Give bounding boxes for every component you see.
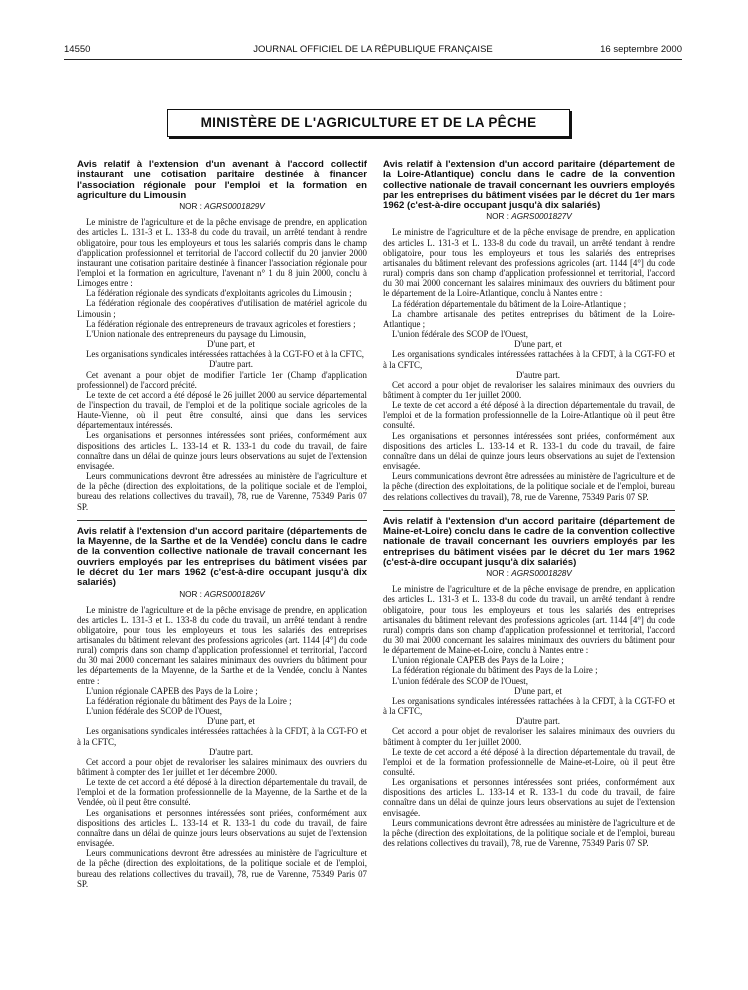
- paragraph: Les organisations et personnes intéressées sont priées, conformément aux dispositions des articles L. 133-14 et R. 133-1 du code du travail, de faire connaître dans un délai de quinze jours leurs observations au sujet de l'extension envisagée.: [77, 430, 367, 471]
- publication-date: 16 septembre 2000: [600, 44, 682, 55]
- paragraph: Les organisations syndicales intéressées rattachées à la CGT-FO et à la CFTC,: [86, 349, 365, 360]
- right-column: [383, 160, 675, 856]
- left-column: [77, 160, 367, 897]
- paragraph: Le texte de cet accord a été déposé à la direction départementale du travail, de l'emploi et de la formation professionnelle de la Mayenne, de la Sarthe et de la Vendée, où il peut être consulté.: [77, 777, 367, 808]
- header-rule: [64, 59, 682, 60]
- paragraph: La fédération régionale des entrepreneurs de travaux agricoles et forestiers ;: [86, 318, 356, 329]
- nor-reference: [383, 569, 675, 579]
- nor-code: AGRS0001827V: [511, 212, 572, 222]
- paragraph: Cet accord a pour objet de revaloriser les salaires minimaux des ouvriers du bâtiment à compter du 1er juillet 2000.: [383, 379, 675, 400]
- notice-title: Avis relatif à l'extension d'un accord paritaire (département de Maine-et-Loire) conclu dans le cadre de la convention collective nationale de travail concernant les ouvriers employés par les entreprises du bâtiment visées par le décret du 1er mars 1962 (c'est-à-dire occupant jusqu'à dix salariés): [383, 515, 675, 568]
- nor-code: AGRS0001829V: [204, 202, 265, 212]
- page-header: [64, 44, 682, 58]
- notice-title: Avis relatif à l'extension d'un accord paritaire (département de la Loire-Atlantique) conclu dans le cadre de la convention collective nationale de travail concernant les ouvriers employés par les entreprises du bâtiment visées par le décret du 1er mars 1962 (c'est-à-dire occupant jusqu'à dix salariés): [383, 159, 675, 212]
- paragraph: Leurs communications devront être adressées au ministère de l'agriculture et de la pêche (direction des exploitations, de la politique sociale et de l'emploi, bureau des relations collectives du travail), 78, rue de Varenne, 75349 Paris 07 SP.: [77, 848, 367, 889]
- paragraph: D'autre part.: [209, 359, 253, 370]
- nor-reference: [77, 202, 367, 212]
- notice-separator: [383, 510, 675, 511]
- paragraph: L'Union nationale des entrepreneurs du paysage du Limousin,: [86, 328, 306, 339]
- paragraph: La fédération régionale du bâtiment des Pays de la Loire ;: [86, 695, 292, 706]
- paragraph: Les organisations syndicales intéressées rattachées à la CFDT, à la CGT-FO et à la CFTC,: [383, 349, 675, 370]
- paragraph: La fédération régionale du bâtiment des Pays de la Loire ;: [392, 665, 598, 676]
- notice-title: Avis relatif à l'extension d'un avenant à l'accord collectif instaurant une cotisation paritaire destinée à financer l'association régionale pour l'emploi et la formation en agriculture du Limousin: [77, 159, 367, 201]
- paragraph: Le ministre de l'agriculture et de la pêche envisage de prendre, en application des articles L. 131-3 et L. 133-8 du code du travail, un arrêté tendant à rendre obligatoire, pour tous les employeurs et tous les salariés des entreprises artisanales du bâtiment relevant des professions agricoles (art. 1144 [4°] du code rural) compris dans son champ d'application professionnel et territorial, l'accord du 30 mai 2000 concernant les salaires minimaux des ouvriers du bâtiment pour les départements de la Mayenne, de la Sarthe et de la Vendée, conclu à Nantes entre :: [77, 604, 367, 686]
- paragraph: Leurs communications devront être adressées au ministère de l'agriculture et de la pêche (direction des exploitations, de la politique sociale et de l'emploi, bureau des relations collectives du travail), 78, rue de Varenne, 75349 Paris 07 SP.: [383, 471, 675, 502]
- ministry-banner: MINISTÈRE DE L'AGRICULTURE ET DE LA PÊCHE: [167, 109, 570, 137]
- paragraph: Le ministre de l'agriculture et de la pêche envisage de prendre, en application des articles L. 131-3 et L. 133-8 du code du travail, un arrêté tendant à rendre obligatoire, pour tous les employeurs et tous les salariés des entreprises artisanales du bâtiment relevant des professions agricoles (art. 1144 [4°] du code rural) compris dans son champ d'application professionnel et territorial, l'accord du 30 mai 2000 concernant les salaires minimaux des ouvriers du bâtiment pour le département de la Loire-Atlantique, conclu à Nantes entre :: [383, 227, 675, 299]
- nor-reference: [383, 212, 675, 222]
- paragraph: D'une part, et: [207, 716, 255, 727]
- paragraph: D'une part, et: [514, 685, 562, 696]
- paragraph: La fédération départementale du bâtiment de la Loire-Atlantique ;: [392, 298, 627, 309]
- paragraph: Leurs communications devront être adressées au ministère de l'agriculture et de la pêche (direction des exploitations, de la politique sociale et de l'emploi, bureau des relations collectives du travail), 78, rue de Varenne, 75349 Paris 07 SP.: [383, 817, 675, 849]
- paragraph: La fédération régionale des coopératives d'utilisation de matériel agricole du Limousin ;: [77, 298, 367, 319]
- page-number: 14550: [64, 44, 91, 55]
- paragraph: Les organisations et personnes intéressées sont priées, conformément aux dispositions des articles L. 133-14 et R. 133-1 du code du travail, de faire connaître dans un délai de quinze jours leurs observations au sujet de l'extension envisagée.: [77, 807, 367, 849]
- journal-title: JOURNAL OFFICIEL DE LA RÉPUBLIQUE FRANÇAISE: [253, 44, 493, 55]
- nor-label: NOR :: [486, 569, 509, 579]
- paragraph: La fédération régionale des syndicats d'exploitants agricoles du Limousin ;: [86, 288, 352, 299]
- paragraph: Le texte de cet accord a été déposé le 26 juillet 2000 au service départemental de l'inspection du travail, de l'emploi et de la politique sociale agricoles de la Haute-Vienne, où il peut être consulté, ainsi que dans les services départementaux intéressés.: [77, 389, 367, 431]
- paragraph: Le texte de cet accord a été déposé à la direction départementale du travail, de l'emploi et de la formation professionnelle de Maine-et-Loire, où il peut être consulté.: [383, 746, 675, 777]
- notice-limousin: [77, 160, 367, 512]
- notice-maine-et-loire: [383, 517, 675, 849]
- paragraph: L'union fédérale des SCOP de l'Ouest,: [86, 706, 222, 717]
- paragraph: L'union régionale CAPEB des Pays de la Loire ;: [86, 685, 258, 696]
- paragraph: Les organisations et personnes intéressées sont priées, conformément aux dispositions des articles L. 133-14 et R. 133-1 du code du travail, de faire connaître dans un délai de quinze jours leurs observations au sujet de l'extension envisagée.: [383, 430, 675, 472]
- paragraph: Le ministre de l'agriculture et de la pêche envisage de prendre, en application des articles L. 131-3 et L. 133-8 du code du travail, un arrêté tendant à rendre obligatoire, pour tous les employeurs et tous les salariés compris dans le champ d'application professionnel et territorial de l'accord collectif du 20 janvier 2000 instaurant une cotisation paritaire destinée à financer l'association régionale pour l'emploi et la formation en agriculture, l'avenant n° 1 du 8 juin 2000, conclu à Limoges entre :: [77, 217, 367, 289]
- paragraph: Cet accord a pour objet de revaloriser les salaires minimaux des ouvriers du bâtiment à compter du 1er juillet 2000.: [383, 726, 675, 747]
- nor-label: NOR :: [179, 589, 202, 599]
- paragraph: D'une part, et: [207, 339, 255, 350]
- paragraph: D'autre part.: [516, 369, 560, 380]
- nor-code: AGRS0001826V: [204, 589, 265, 599]
- paragraph: L'union fédérale des SCOP de l'Ouest,: [392, 675, 528, 686]
- paragraph: L'union régionale CAPEB des Pays de la Loire ;: [392, 655, 564, 666]
- paragraph: Les organisations syndicales intéressées rattachées à la CFDT, à la CGT-FO et à la CFTC,: [383, 695, 675, 717]
- notice-title: Avis relatif à l'extension d'un accord paritaire (départements de la Mayenne, de la Sarthe et de la Vendée) conclu dans le cadre de la convention collective nationale de travail concernant les ouvriers employés par les entreprises du bâtiment visées par le décret du 1er mars 1962 (c'est-à-dire occupant jusqu'à dix salariés): [77, 525, 367, 589]
- paragraph: L'union fédérale des SCOP de l'Ouest,: [392, 329, 528, 340]
- paragraph: Cet avenant a pour objet de modifier l'article 1er (Champ d'application professionnel) de l'accord précité.: [77, 369, 367, 390]
- paragraph: D'une part, et: [514, 339, 562, 350]
- paragraph: La chambre artisanale des petites entreprises du bâtiment de la Loire-Atlantique ;: [383, 308, 675, 329]
- paragraph: Cet accord a pour objet de revaloriser les salaires minimaux des ouvriers du bâtiment à compter des 1er juillet et 1er décembre 2000.: [77, 756, 367, 777]
- notice-separator: [77, 520, 367, 521]
- paragraph: D'autre part.: [516, 716, 560, 727]
- paragraph: D'autre part.: [209, 746, 253, 757]
- paragraph: Leurs communications devront être adressées au ministère de l'agriculture et de la pêche (direction des exploitations, de la politique sociale et de l'emploi, bureau des relations collectives du travail), 78, rue de Varenne, 75349 Paris 07 SP.: [77, 471, 367, 512]
- paragraph: Les organisations et personnes intéressées sont priées, conformément aux dispositions des articles L. 133-14 et R. 133-1 du code du travail, de faire connaître dans un délai de quinze jours leurs observations au sujet de l'extension envisagée.: [383, 777, 675, 818]
- nor-reference: [77, 590, 367, 600]
- paragraph: Les organisations syndicales intéressées rattachées à la CFDT, à la CGT-FO et à la CFTC,: [77, 726, 367, 747]
- nor-label: NOR :: [179, 202, 202, 212]
- notice-mayenne-sarthe-vendee: [77, 527, 367, 889]
- paragraph: Le texte de cet accord a été déposé à la direction départementale du travail, de l'emploi et de la formation professionnelle de la Loire-Atlantique où il peut être consulté.: [383, 400, 675, 431]
- paragraph: Le ministre de l'agriculture et de la pêche envisage de prendre, en application des articles L. 131-3 et L. 133-8 du code du travail, un arrêté tendant à rendre obligatoire, pour tous les employeurs et tous les salariés des entreprises artisanales du bâtiment relevant des professions agricoles (art. 1144 [4°] du code rural) compris dans son champ d'application professionnel et territorial, l'accord du 30 mai 2000 concernant les salaires minimaux des ouvriers du bâtiment pour le département de Maine-et-Loire, conclu à Nantes entre :: [383, 584, 675, 656]
- nor-code: AGRS0001828V: [511, 569, 572, 579]
- nor-label: NOR :: [486, 212, 509, 222]
- notice-loire-atlantique: [383, 160, 675, 502]
